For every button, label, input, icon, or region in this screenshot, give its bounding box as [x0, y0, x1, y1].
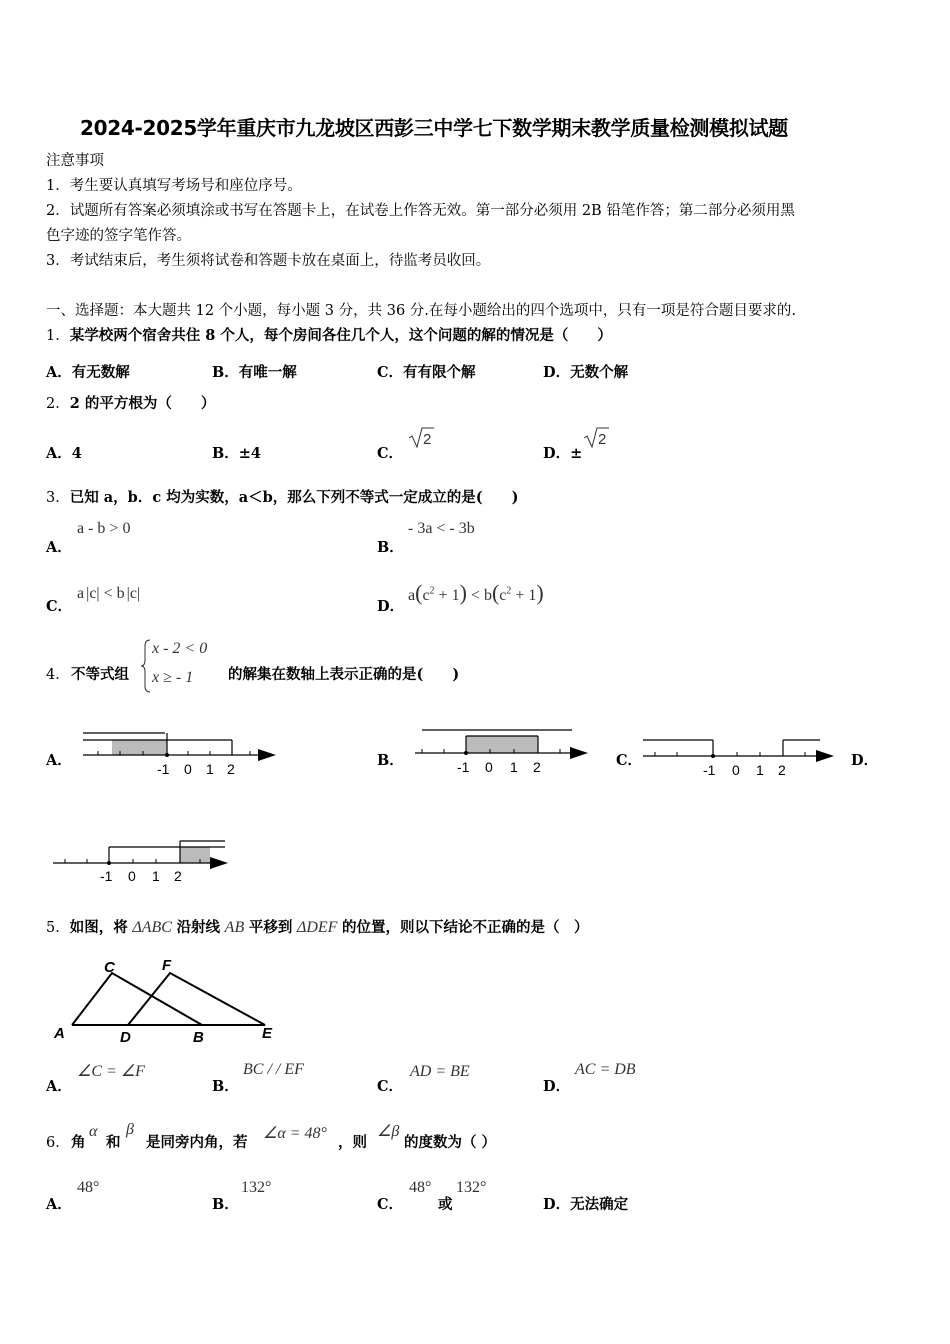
- q1-option-a: A．有无数解: [46, 364, 130, 381]
- q2-label-a: A．: [46, 445, 72, 462]
- q6-number: 6．: [46, 1135, 70, 1151]
- q5-stem: [46, 918, 589, 938]
- q4b-tick-m1: -1: [457, 759, 470, 775]
- q2-label-c: C．: [377, 445, 404, 462]
- q6-option-a: 48°: [77, 1179, 100, 1196]
- q6-label-b: B．: [212, 1196, 239, 1213]
- q3-label-b: B．: [377, 539, 404, 556]
- q2-radicand-d: 2: [598, 431, 607, 448]
- q4d-tick-1: 1: [152, 868, 160, 884]
- q5-point-d: D: [120, 1029, 131, 1046]
- q1-option-c: C．有有限个解: [377, 364, 476, 381]
- q3-d-plus1-1: + 1: [438, 587, 460, 604]
- q3-option-b: - 3a < - 3b: [408, 520, 475, 537]
- q4c-tick-1: 1: [756, 762, 764, 778]
- q6-option-b: 132°: [241, 1179, 272, 1196]
- q3-d-a: a: [408, 587, 416, 604]
- q6-option-d-text: 无法确定: [570, 1196, 629, 1213]
- q6-given: ∠α = 48°: [263, 1125, 327, 1142]
- q4d-tick-m1: -1: [100, 868, 113, 884]
- q5-mid2: 平移到: [248, 919, 293, 936]
- q3-c-b: b: [116, 585, 125, 602]
- q4b-tick-1: 1: [510, 759, 518, 775]
- q4-system-line2: x ≥ - 1: [152, 669, 194, 686]
- q4c-tick-m1: -1: [703, 762, 716, 778]
- q5-label-c: C．: [377, 1078, 404, 1095]
- q4-label-b: B．: [377, 752, 404, 769]
- q2-pm-d: ±: [570, 445, 583, 462]
- q4-figure-d: [50, 836, 240, 886]
- q6-label-a: A．: [46, 1196, 72, 1213]
- q4a-tick-2: 2: [227, 761, 235, 777]
- q6-label-c: C．: [377, 1196, 404, 1213]
- q4-brace: [140, 638, 152, 694]
- q1-option-b: B．有唯一解: [212, 364, 297, 381]
- q4-label-a: A．: [46, 752, 72, 769]
- q4-figure-c: [640, 732, 840, 782]
- q6-option-d: [543, 1193, 628, 1214]
- q1-text: 某学校两个宿舍共住 8 个人，每个房间各住几个人，这个问题的解的情况是（ ）: [69, 327, 612, 344]
- q3-number: 3．: [46, 490, 70, 506]
- q3-d-c2: c: [499, 587, 507, 604]
- notes-item-2-cont: 色字迹的签字笔作答。: [46, 228, 191, 244]
- q1-stem: [46, 326, 612, 346]
- q6-p1: 角: [71, 1134, 86, 1151]
- q4b-shade: [466, 736, 538, 753]
- q5-option-d: AC = DB: [575, 1061, 636, 1078]
- q4b-tick-0: 0: [485, 759, 493, 775]
- q2-value-a: 4: [71, 445, 82, 462]
- q3-d-lt: <: [470, 587, 480, 604]
- q4-system-line1: x - 2 < 0: [152, 640, 208, 657]
- q5-label-a: A．: [46, 1078, 72, 1095]
- q3-label-d: D．: [377, 598, 405, 615]
- q3-c-c1: c: [89, 585, 97, 602]
- q6-option-c-or: 或: [438, 1196, 453, 1213]
- q6-target: ∠β: [377, 1123, 400, 1140]
- q5-point-a: A: [54, 1025, 65, 1042]
- q5-option-c: AD = BE: [410, 1063, 470, 1080]
- q3-d-sq2: 2: [506, 585, 512, 597]
- q6-p5: 的度数为（ ）: [404, 1134, 497, 1151]
- q1-number: 1．: [46, 328, 70, 344]
- q4-label-d: D．: [851, 752, 879, 769]
- q3-c-lt: <: [103, 585, 113, 602]
- q2-option-b: [212, 442, 261, 463]
- q5-pre: 如图，将: [69, 919, 128, 936]
- q5-tri1: ΔABC: [132, 919, 172, 936]
- q5-figure: [50, 955, 290, 1050]
- q6-label-d: D．: [543, 1196, 571, 1213]
- q1-option-d: D．无数个解: [543, 364, 629, 381]
- q2-label-b: B．: [212, 445, 239, 462]
- q6-p4: ，则: [338, 1134, 367, 1151]
- q4b-tick-2: 2: [533, 759, 541, 775]
- q2-value-b: ±4: [238, 445, 262, 462]
- q3-d-b: b: [483, 587, 492, 604]
- q5-option-a: ∠C = ∠F: [77, 1063, 145, 1080]
- q3-option-d: $a(c^2 + 1) < b(c^2 + 1)$: [408, 580, 544, 605]
- q6-p3: 是同旁内角，若: [146, 1134, 248, 1151]
- q4d-tick-0: 0: [128, 868, 136, 884]
- notes-item-3: 3．考试结束后，考生须将试卷和答题卡放在桌面上，待监考员收回。: [46, 253, 491, 269]
- q4-post: 的解集在数轴上表示正确的是( ): [228, 666, 460, 683]
- q5-option-b: BC / / EF: [243, 1061, 304, 1078]
- q3-d-plus1-2: + 1: [515, 587, 537, 604]
- q2-stem: [46, 394, 215, 414]
- q5-tri2: ΔDEF: [296, 919, 338, 936]
- q2-sqrt-d: [583, 426, 609, 450]
- q4a-tick-0: 0: [184, 761, 192, 777]
- q4-figure-a: [80, 728, 280, 778]
- q4-pre: 不等式组: [71, 666, 129, 683]
- q2-label-d: D．: [543, 445, 571, 462]
- q4a-tick-m1: -1: [157, 761, 170, 777]
- page-title: 2024-2025学年重庆市九龙坡区西彭三中学七下数学期末教学质量检测模拟试题: [80, 116, 788, 140]
- q3-label-c: C．: [46, 598, 73, 615]
- q5-point-b: B: [193, 1029, 204, 1046]
- q5-number: 5．: [46, 920, 70, 936]
- q5-mid1: 沿射线: [176, 919, 221, 936]
- q2-option-d: [543, 442, 582, 463]
- notes-heading: 注意事项: [46, 153, 104, 169]
- q3-d-sq1: 2: [429, 585, 435, 597]
- q5-point-e: E: [262, 1025, 273, 1042]
- q4-label-c: C．: [616, 752, 643, 769]
- q4c-tick-2: 2: [778, 762, 786, 778]
- notes-item-2: 2．试题所有答案必须填涂或书写在答题卡上，在试卷上作答无效。第一部分必须用 2B 铅笔作答；第二部分必须用黑: [46, 203, 795, 219]
- q3-c-a: a: [77, 585, 85, 602]
- q2-option-a: [46, 442, 82, 463]
- q5-label-b: B．: [212, 1078, 239, 1095]
- q5-post: 的位置，则以下结论不正确的是（ ）: [342, 919, 589, 936]
- q3-stem: [46, 488, 518, 508]
- notes-item-1: 1．考生要认真填写考场号和座位序号。: [46, 178, 302, 194]
- q5-label-d: D．: [543, 1078, 571, 1095]
- q3-label-a: A．: [46, 539, 72, 556]
- section-heading: 一、选择题：本大题共 12 个小题，每小题 3 分，共 36 分.在每小题给出的四个选项中，只有一项是符合题目要求的.: [46, 303, 796, 319]
- q4a-tick-1: 1: [206, 761, 214, 777]
- q4d-shade: [180, 847, 210, 863]
- q4c-tick-0: 0: [732, 762, 740, 778]
- q2-radicand-c: 2: [423, 431, 432, 448]
- q3-d-c1: c: [422, 587, 430, 604]
- q2-number: 2．: [46, 396, 70, 412]
- q6-option-c2: 132°: [456, 1179, 487, 1196]
- q6-beta: β: [126, 1121, 134, 1138]
- q3-c-c2: c: [129, 585, 137, 602]
- q5-point-c: C: [104, 959, 115, 976]
- q4-figure-b: [412, 726, 592, 776]
- q6-p2: 和: [106, 1134, 121, 1151]
- q4-number: 4．: [46, 667, 70, 683]
- q2-sqrt-c: [408, 426, 434, 450]
- q4d-tick-2: 2: [174, 868, 182, 884]
- q3-option-a: a - b > 0: [77, 520, 131, 537]
- q5-point-f: F: [162, 957, 172, 974]
- q5-ray: AB: [224, 919, 245, 936]
- q5-triangle-def: [128, 973, 265, 1025]
- q3-text: 已知 a，b．c 均为实数，a＜b，那么下列不等式一定成立的是( ): [69, 489, 519, 506]
- q3-option-c: a |c| < b |c|: [77, 585, 141, 602]
- q2-text: 2 的平方根为（ ）: [69, 395, 216, 412]
- q6-alpha: α: [89, 1123, 98, 1140]
- q6-option-c1: 48°: [409, 1179, 432, 1196]
